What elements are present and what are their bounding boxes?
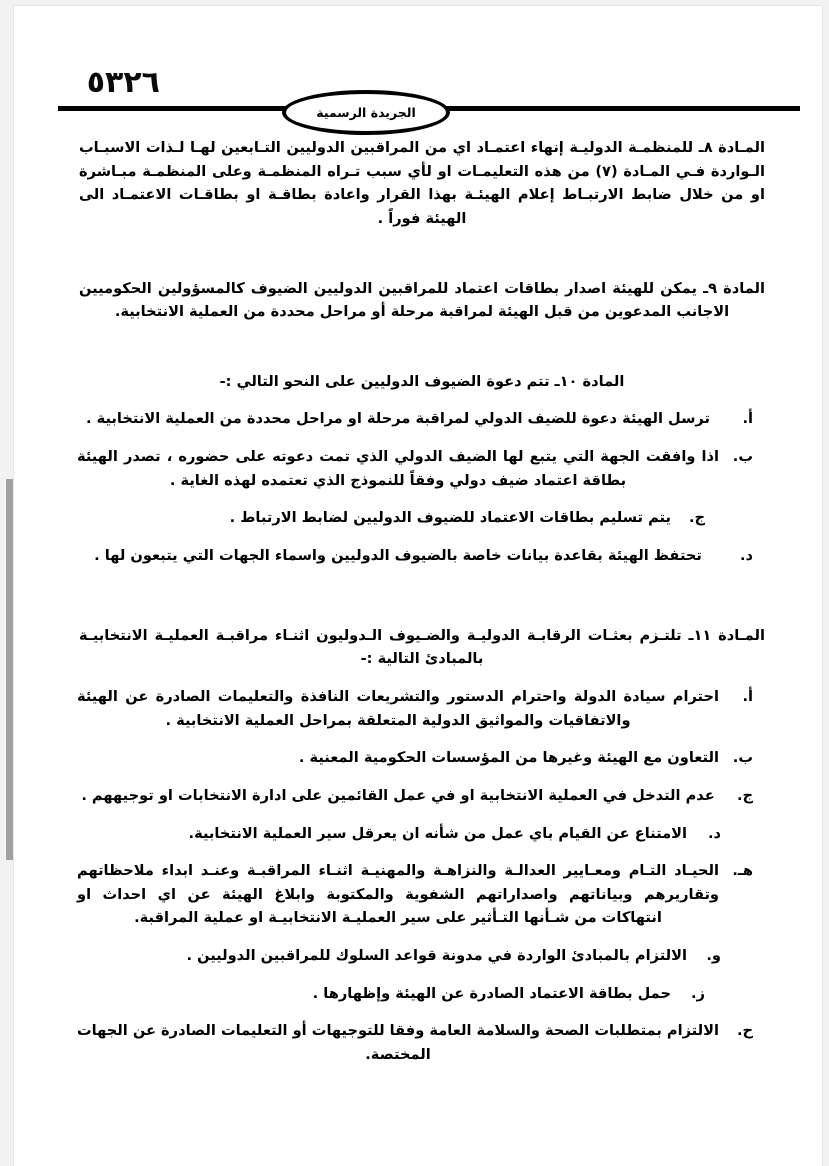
list-item <box>77 944 767 968</box>
list-item-marker: ز. <box>691 984 705 1002</box>
list-item-marker: هـ. <box>732 862 753 880</box>
page-header <box>48 65 808 124</box>
list-item-text: الامتناع عن القيام باي عمل من شأنه ان يعرقل سير العملية الانتخابية. <box>188 824 687 842</box>
spacer <box>77 671 767 685</box>
list-item-marker: أ. <box>742 410 753 428</box>
ellipse-shape <box>282 90 450 135</box>
list-item-marker: ب. <box>732 749 753 767</box>
gazette-title: الجريدة الرسمية <box>316 105 416 120</box>
article-8-heading: المـادة ٨ـ للمنظمـة الدوليـة إنهاء اعتمـاد اي من المراقبين الدوليين التـابعين لهـا لـذات الاسبـاب الـواردة فـي المـادة (٧) من هذه التعليمـات او لأي سبب تـراه المنظمـة وعلى المنظمـة مبـاشرة او من خلال ضابط الارتبـاط إعلام الهيئـة بهذا القرار واعادة بطاقـة او بطاقـات الاعتمـاد الى الهيئة فوراً . <box>79 139 766 227</box>
list-item <box>77 1019 767 1066</box>
article-11-items <box>77 685 767 1067</box>
article-10-heading: المادة ١٠ـ تتم دعوة الضيوف الدوليين على النحو التالي :- <box>219 372 625 390</box>
list-item-text: التعاون مع الهيئة وغيرها من المؤسسات الحكومية المعنية . <box>298 749 719 767</box>
list-item <box>77 544 767 568</box>
list-item-marker: و. <box>706 947 721 965</box>
list-item-text: الحيـاد التـام ومعـايير العدالـة والنزاهـة والمهنيـة اثنـاء المراقبـة وعنـد ابداء ملاحظاتهم وتقاريرهم وبياناتهم واصداراتهم الشفوية والمكتوبة وابلاغ الهيئة عن اي احداث او انتهاكات من شـأنها التـأثير على سير العمليـة الانتخابيـة او عملية المراقبة. <box>77 862 719 927</box>
gazette-badge <box>48 90 808 135</box>
list-item <box>77 822 767 846</box>
list-item-marker: ج. <box>736 786 753 804</box>
list-item-text: حمل بطاقة الاعتماد الصادرة عن الهيئة وإظهارها . <box>312 984 671 1002</box>
list-item-text: الالتزام بمتطلبات الصحة والسلامة العامة وفقا للتوجيهات أو التعليمات الصادرة عن الجهات المختصة. <box>77 1022 719 1064</box>
spacer <box>77 235 767 277</box>
spacer <box>77 328 767 370</box>
article-9 <box>77 277 767 324</box>
spacer <box>77 393 767 407</box>
article-8 <box>77 136 767 231</box>
list-item-text: الالتزام بالمبادئ الواردة في مدونة قواعد السلوك للمراقبين الدوليين . <box>186 947 687 965</box>
list-item-marker: أ. <box>742 687 753 705</box>
document-page <box>14 6 822 1166</box>
list-item-marker: د. <box>739 547 753 565</box>
article-9-heading: المادة ٩ـ يمكن للهيئة اصدار بطاقات اعتماد للمراقبين الدوليين الضيوف كالمسؤولين الحكوميين الاجانب المدعوين من قبل الهيئة لمراقبة مرحلة أو مراحل محددة من العملية الانتخابية. <box>79 279 765 321</box>
list-item <box>77 859 767 930</box>
article-10-items <box>77 407 767 567</box>
list-item <box>77 784 767 808</box>
article-11 <box>77 624 767 1067</box>
list-item <box>77 445 767 492</box>
spacer <box>77 582 767 624</box>
page-number: ٥٣٢٦ <box>86 65 160 100</box>
list-item-text: ترسل الهيئة دعوة للضيف الدولي لمراقبة مرحلة او مراحل محددة من العملية الانتخابية . <box>85 410 710 428</box>
vertical-scrollbar-track[interactable] <box>3 0 12 1166</box>
list-item-text: عدم التدخل في العملية الانتخابية او في عمل القائمين على ادارة الانتخابات او توجيههم . <box>81 786 715 804</box>
list-item-marker: د. <box>707 824 721 842</box>
header-rule <box>58 106 800 111</box>
list-item <box>77 746 767 770</box>
list-item-marker: ح. <box>736 1022 753 1040</box>
list-item <box>77 407 767 431</box>
list-item-text: احترام سيادة الدولة واحترام الدستور والتشريعات النافذة والتعليمات الصادرة عن الهيئة والاتفاقيات والمواثيق الدولية المتعلقة بمراحل العملية الانتخابية . <box>77 687 719 729</box>
article-11-heading: المـادة ١١ـ تلتـزم بعثـات الرقابـة الدوليـة والضـيوف الـدوليون اثنـاء مراقبـة العمليـة الانتخابيـة بالمبادئ التالية :- <box>79 626 765 668</box>
article-column <box>77 136 767 1081</box>
list-item-marker: ج. <box>688 509 705 527</box>
list-item <box>77 982 767 1006</box>
list-item-marker: ب. <box>732 448 753 466</box>
list-item <box>77 685 767 732</box>
list-item-text: يتم تسليم بطاقات الاعتماد للضيوف الدوليين لضابط الارتباط . <box>229 509 671 527</box>
page-content <box>14 6 822 1166</box>
list-item-text: اذا وافقت الجهة التي يتبع لها الضيف الدولي الذي تمت دعوته على حضوره ، تصدر الهيئة بطاقة اعتماد ضيف دولي وفقاً للنموذج الذي تعتمده لهذه الغاية . <box>77 448 719 489</box>
article-10 <box>77 370 767 568</box>
list-item-text: تحتفظ الهيئة بقاعدة بيانات خاصة بالضيوف الدوليين واسماء الجهات التي يتبعون لها . <box>94 547 702 565</box>
list-item <box>77 506 767 530</box>
